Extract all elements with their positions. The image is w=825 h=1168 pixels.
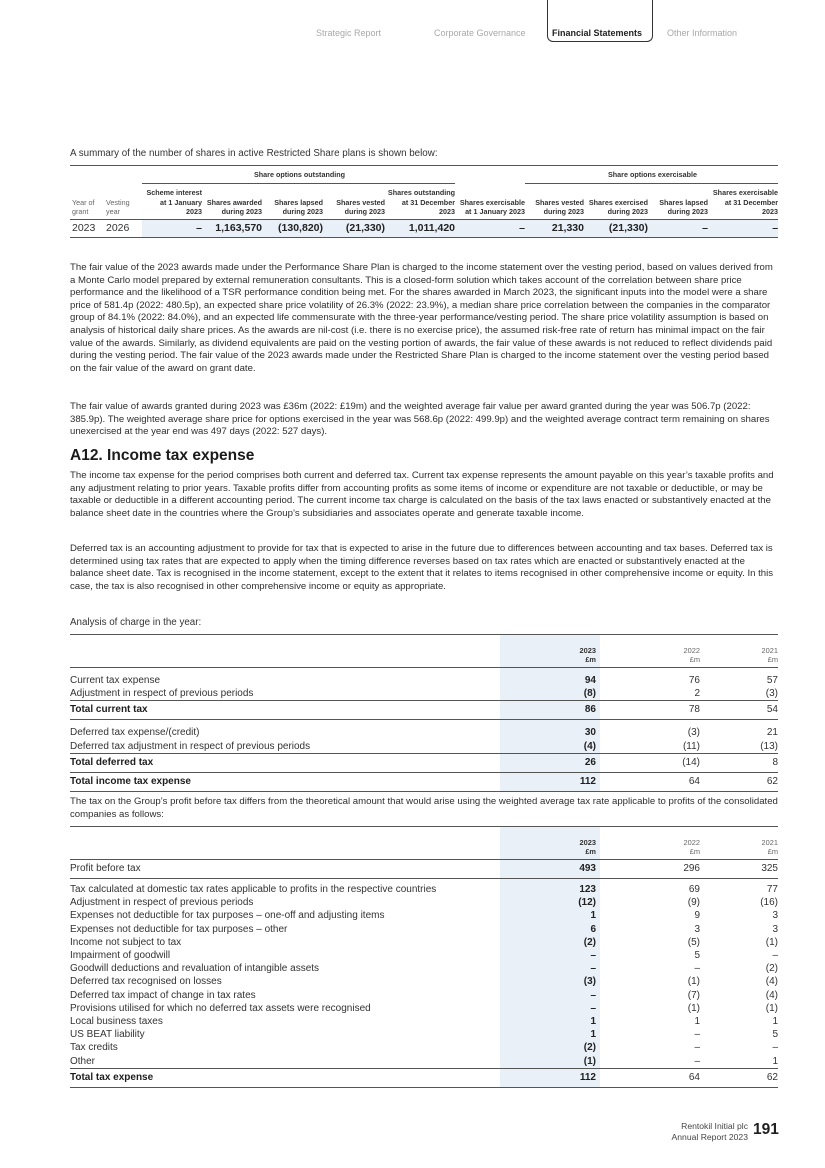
group-exercisable: Share options exercisable: [525, 166, 778, 184]
table-row: Expenses not deductible for tax purposes – one-off and adjusting items 1 9 3: [70, 910, 778, 922]
table-row: Adjustment in respect of previous periods (8) 2 (3): [70, 688, 778, 700]
table-row: Impairment of goodwill – 5 –: [70, 950, 778, 962]
table-row: Goodwill deductions and revaluation of intangible assets – – (2): [70, 963, 778, 975]
deferred-tax-paragraph: Deferred tax is an accounting adjustment to provide for tax that is expected to arise in the future due to differences between accounting and tax bases. Deferred tax is determined using tax rates that are expected to apply when the timing difference reverses based on tax rates which are enacted or substantively enacted at the balance sheet date. Tax is recognised in the income statement, except to the extent that it relates to items recognised in other comprehensive income or equity. In this case, the tax is also recognised in other comprehensive income or equity as appropriate.: [70, 543, 774, 592]
fair-value-granted-paragraph: The fair value of awards granted during 2023 was £36m (2022: £19m) and the weighted average fair value per award granted during the year was 506.7p (2022: 385.9p). The weighted average share price for options exercised in the year was 568.6p (2022: 499.9p) and the weighted average contract term remaining on shares unexercised at the year end was 497 days (2022: 527 days).: [70, 401, 770, 438]
income-tax-paragraph: The income tax expense for the period comprises both current and deferred tax. Current tax expense represents the amount payable on this year’s taxable profits and any adjustment relating to prior years. Taxable profits differ from accounting profits as some items of income or expenditure are not taxable or deductible, or may be taxable or deductible in a different accounting period. The current income tax charge is calculated on the basis of the tax laws enacted or substantively enacted at the balance sheet date in the countries where the Group’s subsidiaries and associates operate and generate taxable income.: [70, 470, 774, 519]
section-heading: A12. Income tax expense: [70, 447, 255, 464]
hdr-vesting-year: Vesting year: [104, 184, 142, 220]
tax-reconciliation-table: [70, 826, 778, 1088]
group-outstanding: Share options outstanding: [142, 166, 455, 184]
tab-strategic-report[interactable]: Strategic Report: [316, 28, 382, 38]
analysis-caption: Analysis of charge in the year:: [70, 617, 202, 628]
table-row: [70, 219, 778, 237]
col-header-2021: 2021 £m: [700, 827, 778, 860]
tab-financial-statements[interactable]: Financial Statements: [547, 0, 653, 42]
tab-other-information[interactable]: Other Information: [667, 28, 738, 38]
hdr-ex-lapsed: Shares lapsed during 2023: [648, 184, 708, 220]
table-row: Adjustment in respect of previous periods (12) (9) (16): [70, 897, 778, 909]
hdr-awarded: Shares awarded during 2023: [202, 184, 262, 220]
table-row: Local business taxes 1 1 1: [70, 1016, 778, 1028]
table-row: Deferred tax expense/(credit) 30 (3) 21: [70, 727, 778, 739]
table-row: Deferred tax impact of change in tax rates – (7) (4): [70, 989, 778, 1001]
cell-lapsed: (130,820): [262, 219, 323, 237]
col-header-2023: 2023 £m: [500, 827, 600, 860]
hdr-outstanding-end: Shares outstanding at 31 December 2023: [385, 184, 455, 220]
cell-vesting-year: 2026: [104, 219, 142, 237]
hdr-ex-vested: Shares vested during 2023: [525, 184, 584, 220]
cell-year-of-grant: 2023: [70, 219, 104, 237]
reconciliation-rows: [70, 883, 778, 1068]
table-row-total: Total deferred tax 26 (14) 8: [70, 753, 778, 772]
col-header-2022: 2022 £m: [600, 827, 700, 860]
hdr-exercisable-end: Shares exercisable at 31 December 2023: [708, 184, 778, 220]
cell-exercisable-end: –: [708, 219, 778, 237]
hdr-exercised: Shares exercised during 2023: [584, 184, 648, 220]
table-row: Expenses not deductible for tax purposes – other 6 3 3: [70, 923, 778, 935]
hdr-vested: Shares vested during 2023: [323, 184, 385, 220]
share-plan-table: [70, 165, 778, 238]
hdr-lapsed: Shares lapsed during 2023: [262, 184, 323, 220]
section-nav: [0, 0, 825, 48]
col-header-2022: 2022 £m: [600, 635, 700, 668]
cell-outstanding-end: 1,011,420: [385, 219, 455, 237]
table-row-total: Total current tax 86 78 54: [70, 701, 778, 720]
table-row-profit: Profit before tax 493 296 325: [70, 860, 778, 879]
report-footer: [672, 1121, 748, 1142]
hdr-scheme-interest: Scheme interest at 1 January 2023: [142, 184, 202, 220]
table-row-total: Total tax expense 112 64 62: [70, 1068, 778, 1087]
cell-exercisable-start: –: [455, 219, 525, 237]
table-row: Current tax expense 94 76 57: [70, 675, 778, 686]
table-row: Deferred tax adjustment in respect of previous periods (4) (11) (13): [70, 740, 778, 752]
table-row: Deferred tax recognised on losses (3) (1) (4): [70, 976, 778, 988]
cell-scheme-interest: –: [142, 219, 202, 237]
report-title: Annual Report 2023: [671, 1131, 748, 1142]
table-row-grand-total: Total income tax expense 112 64 62: [70, 772, 778, 791]
table-row: Tax calculated at domestic tax rates applicable to profits in the respective countries 123 69 77: [70, 884, 778, 895]
hdr-exercisable-start: Shares exercisable at 1 January 2023: [455, 184, 525, 220]
col-header-2021: 2021 £m: [700, 635, 778, 668]
table-row: Provisions utilised for which no deferred tax assets were recognised – (1) (1): [70, 1002, 778, 1014]
cell-exercised: (21,330): [584, 219, 648, 237]
tab-corporate-governance[interactable]: Corporate Governance: [434, 28, 526, 38]
table-row: Other (1) – 1: [70, 1055, 778, 1067]
company-name: Rentokil Initial plc: [681, 1121, 748, 1131]
hdr-year-of-grant: Year of grant: [70, 184, 104, 220]
cell-ex-lapsed: –: [648, 219, 708, 237]
share-table-caption: A summary of the number of shares in active Restricted Share plans is shown below:: [70, 148, 438, 159]
cell-ex-vested: 21,330: [525, 219, 584, 237]
table-row: Tax credits (2) – –: [70, 1042, 778, 1054]
cell-awarded: 1,163,570: [202, 219, 262, 237]
table-row: US BEAT liability 1 – 5: [70, 1029, 778, 1041]
fair-value-paragraph: The fair value of the 2023 awards made under the Performance Share Plan is charged to the income statement over the vesting period, based on values derived from a Monte Carlo model prepared by external remuneration consultants. This is a closed-form solution which takes account of the correlation between share price performance and the likelihood of a TSR performance condition being met. For the shares awarded in March 2023, the significant inputs into the model were a share price of 581.4p (2022: 480.5p), an expected share price volatility of 26.3% (2022: 23.9%), a median share price correlation between the companies in the comparator group of 84.1% (2022: 84.0%), and an expected life commensurate with the three-year performance/vesting period. The share price volatility assumption is based on analysis of historical daily share prices. As the awards are nil-cost (i.e. there is no exercise price), the assumed risk-free rate of return has minimal impact on the fair value of the awards. Similarly, as dividend equivalents are paid on the vesting portion of awards, the fair value of these awards is not reduced to reflect dividends paid during the vesting period. The fair value of the 2023 awards made under the Restricted Share Plan is charged to the income statement over the vesting period based on the fair value of the award on grant date.: [70, 262, 773, 374]
cell-vested: (21,330): [323, 219, 385, 237]
reconciliation-caption: The tax on the Group’s profit before tax differs from the theoretical amount that would arise using the weighted average tax rate applicable to profits of the consolidated companies as follows:: [70, 796, 778, 820]
col-header-2023: 2023 £m: [500, 635, 600, 668]
tax-charge-table: [70, 634, 778, 792]
table-row: Income not subject to tax (2) (5) (1): [70, 936, 778, 948]
page-number: 191: [753, 1121, 779, 1138]
